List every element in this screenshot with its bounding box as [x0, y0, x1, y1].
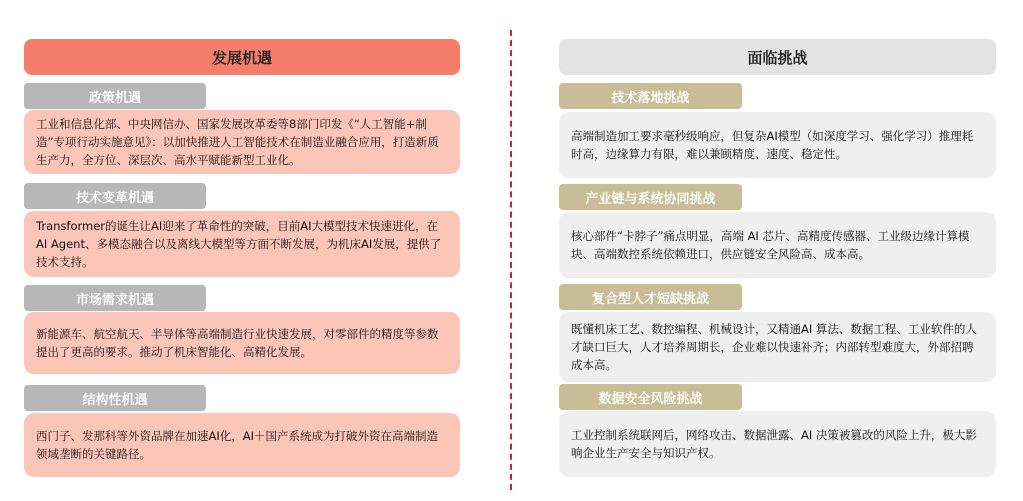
center-divider — [510, 30, 512, 490]
opportunities-header: 发展机遇 — [24, 39, 460, 75]
tag-supply-chain-challenge: 产业链与系统协同挑战 — [559, 184, 742, 210]
tag-technology-challenge: 技术落地挑战 — [559, 83, 742, 109]
talent-challenge-text: 既懂机床工艺、数控编程、机械设计，又精通AI 算法、数据工程、工业软件的人才缺口巨大，人才培养周期长，企业难以快速补齐；内部转型难度大，外部招聘成本高。 — [559, 312, 996, 382]
tag-technology-opportunity: 技术变革机遇 — [24, 183, 206, 209]
technology-challenge-text: 高端制造加工要求毫秒级响应，但复杂AI模型（如深度学习、强化学习）推理耗时高，边缘算力有限，难以兼顾精度、速度、稳定性。 — [559, 112, 996, 178]
data-security-challenge-text: 工业控制系统联网后，网络攻击、数据泄露、AI 决策被篡改的风险上升，极大影响企业生产安全与知识产权。 — [559, 411, 996, 477]
market-opportunity-text: 新能源车、航空航天、半导体等高端制造行业快速发展，对零部件的精度等参数提出了更高的要求。推动了机床智能化、高精化发展。 — [24, 312, 460, 374]
tag-talent-challenge: 复合型人才短缺挑战 — [559, 284, 742, 310]
challenges-header: 面临挑战 — [559, 39, 996, 75]
policy-opportunity-text: 工业和信息化部、中央网信办、国家发展改革委等8部门印发《“人工智能+制造”专项行动实施意见》：以加快推进人工智能技术在制造业融合应用，打造新质生产力，全方位、深层次、高水平赋能新型工业化。 — [24, 110, 460, 174]
supply-chain-challenge-text: 核心部件“卡脖子”痛点明显，高端 AI 芯片、高精度传感器、工业级边缘计算模块、高端数控系统依赖进口，供应链安全风险高、成本高。 — [559, 212, 996, 278]
tag-market-opportunity: 市场需求机遇 — [24, 285, 206, 311]
tag-structural-opportunity: 结构性机遇 — [24, 385, 206, 411]
technology-opportunity-text: Transformer的诞生让AI迎来了革命性的突破，目前AI大模型技术快速进化，在AI Agent、多模态融合以及离线大模型等方面不断发展，为机床AI发展，提供了技术支持。 — [24, 211, 460, 277]
tag-policy-opportunity: 政策机遇 — [24, 83, 206, 109]
tag-data-security-challenge: 数据安全风险挑战 — [559, 384, 742, 410]
structural-opportunity-text: 西门子、发那科等外资品牌在加速AI化，AI＋国产系统成为打破外资在高端制造领域垄断的关键路径。 — [24, 413, 460, 477]
